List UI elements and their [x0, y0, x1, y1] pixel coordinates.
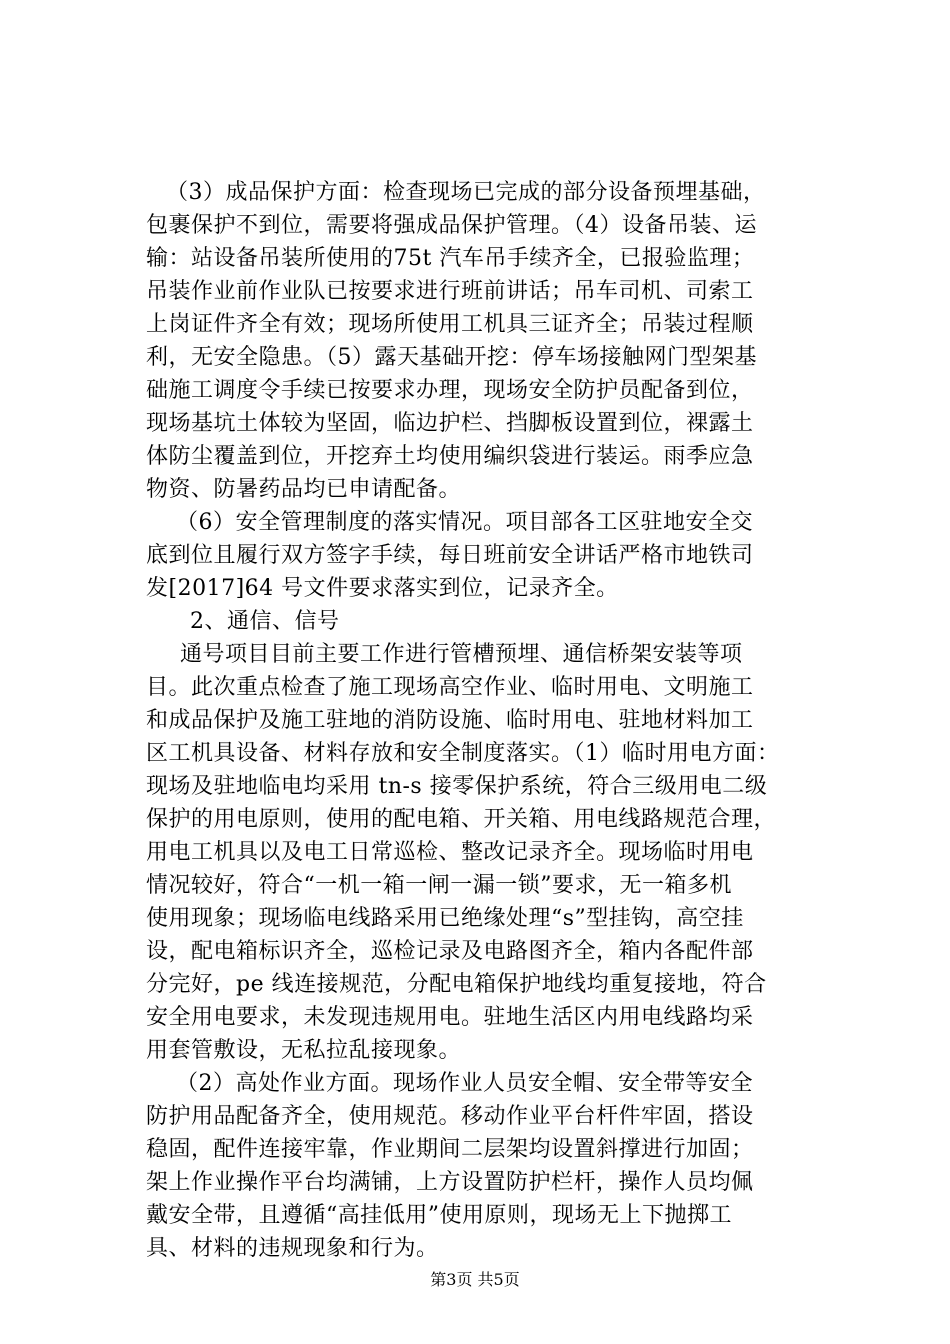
text-line: 用套管敷设，无私拉乱接现象。 — [146, 1038, 462, 1063]
page-number: 第3页 共5页 — [430, 1270, 520, 1289]
text-line: （2）高处作业方面。现场作业人员安全帽、安全带等安全 — [176, 1071, 753, 1096]
text-line: 础施工调度令手续已按要求办理，现场安全防护员配备到位， — [146, 378, 754, 403]
text-line: 戴安全带，且遵循“高挂低用”使用原则，现场无上下抛掷工 — [146, 1203, 732, 1228]
text-line: 设，配电箱标识齐全，巡检记录及电路图齐全，箱内各配件部 — [146, 939, 754, 964]
text-line: 体防尘覆盖到位，开挖弃土均使用编织袋进行装运。雨季应急 — [146, 444, 754, 469]
text-line: 情况较好，符合“一机一箱一闸一漏一锁”要求，无一箱多机 — [146, 873, 732, 898]
text-line: 分完好，pe 线连接规范，分配电箱保护地线均重复接地，符合 — [146, 972, 767, 997]
text-line: 上岗证件齐全有效；现场所使用工机具三证齐全；吊装过程顺 — [146, 312, 754, 337]
text-line: （6）安全管理制度的落实情况。项目部各工区驻地安全交 — [176, 510, 753, 535]
text-line: 和成品保护及施工驻地的消防设施、临时用电、驻地材料加工 — [146, 708, 754, 733]
text-line: 防护用品配备齐全，使用规范。移动作业平台杆件牢固，搭设 — [146, 1104, 754, 1129]
text-line: 利，无安全隐患。（5）露天基础开挖：停车场接触网门型架基 — [146, 345, 757, 370]
section-heading: 2、通信、信号 — [190, 609, 340, 634]
document-body — [146, 176, 826, 1265]
text-line: 包裹保护不到位，需要将强成品保护管理。（4）设备吊装、运 — [146, 213, 757, 238]
text-line: 现场及驻地临电均采用 tn-s 接零保护系统，符合三级用电二级 — [146, 774, 768, 799]
text-line: 底到位且履行双方签字手续，每日班前安全讲话严格市地铁司 — [146, 543, 754, 568]
text-line: 现场基坑土体较为坚固，临边护栏、挡脚板设置到位，裸露土 — [146, 411, 754, 436]
text-line: 使用现象；现场临电线路采用已绝缘处理“s”型挂钩，高空挂 — [146, 906, 744, 931]
text-line: 区工机具设备、材料存放和安全制度落实。（1）临时用电方面： — [146, 741, 780, 766]
text-line: 安全用电要求，未发现违规用电。驻地生活区内用电线路均采 — [146, 1005, 754, 1030]
text-line: 输：站设备吊装所使用的75t 汽车吊手续齐全，已报验监理； — [146, 246, 755, 271]
text-line: 发[2017]64 号文件要求落实到位，记录齐全。 — [146, 576, 619, 601]
text-line: 稳固，配件连接牢靠，作业期间二层架均设置斜撑进行加固； — [146, 1137, 754, 1162]
text-line: 保护的用电原则，使用的配电箱、开关箱、用电线路规范合理， — [146, 807, 777, 832]
text-line: （3）成品保护方面：检查现场已完成的部分设备预埋基础， — [166, 180, 766, 205]
text-line: 目。此次重点检查了施工现场高空作业、临时用电、文明施工 — [146, 675, 754, 700]
text-line: 吊装作业前作业队已按要求进行班前讲话；吊车司机、司索工 — [146, 279, 754, 304]
text-line: 具、材料的违规现象和行为。 — [146, 1236, 439, 1261]
page-footer — [0, 1270, 950, 1290]
text-line: 架上作业操作平台均满铺，上方设置防护栏杆，操作人员均佩 — [146, 1170, 754, 1195]
text-line: 物资、防暑药品均已申请配备。 — [146, 477, 462, 502]
text-line: 通号项目目前主要工作进行管槽预埋、通信桥架安装等项 — [180, 642, 743, 667]
text-line: 用电工机具以及电工日常巡检、整改记录齐全。现场临时用电 — [146, 840, 754, 865]
